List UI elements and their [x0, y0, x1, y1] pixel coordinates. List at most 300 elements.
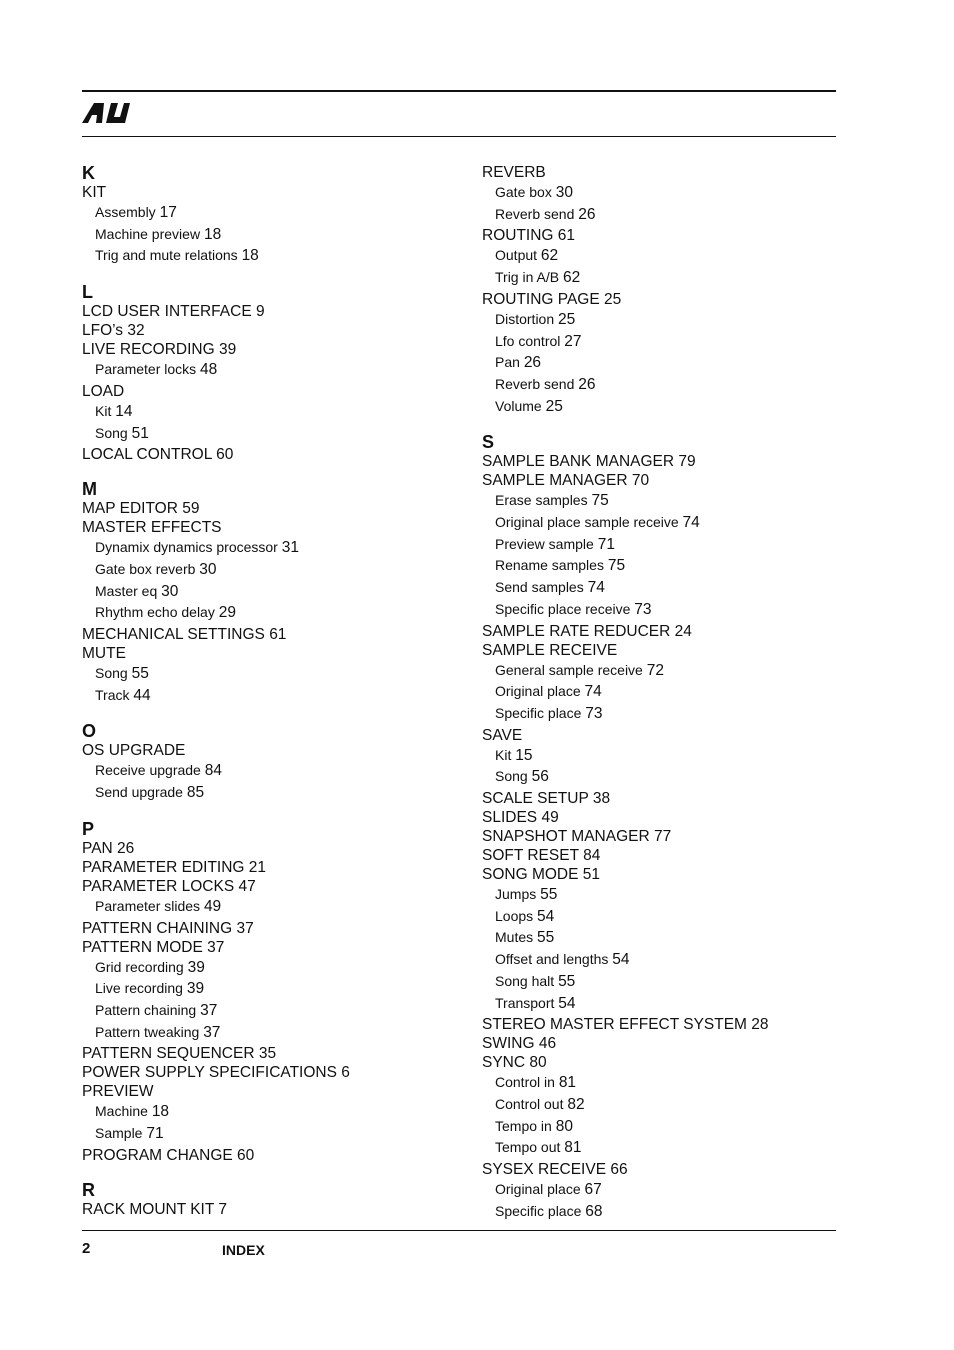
- page-number: 2: [82, 1240, 91, 1257]
- entry-page: 47: [238, 877, 256, 895]
- entry-page: 28: [751, 1016, 769, 1034]
- index-subentry: [482, 745, 842, 767]
- index-entry: [482, 1053, 842, 1072]
- entry-label: SOFT RESET: [482, 847, 579, 865]
- subentry-list: [482, 1072, 842, 1159]
- entry-label: MECHANICAL SETTINGS: [82, 626, 265, 644]
- entry-page: 66: [610, 1161, 628, 1179]
- entry-page: 60: [216, 446, 234, 464]
- subentry-page: 30: [199, 560, 217, 578]
- index-subentry: [482, 660, 842, 682]
- entry-label: MASTER EFFECTS: [82, 519, 222, 537]
- entry-label: SWING: [482, 1035, 535, 1053]
- subentry-label: Specific place receive: [495, 600, 631, 617]
- index-entry: [82, 839, 462, 858]
- index-section: [82, 1180, 462, 1219]
- index-section: [82, 819, 462, 1165]
- entry-label: SAMPLE RECEIVE: [482, 641, 618, 659]
- brand-logo-icon: [82, 103, 130, 123]
- index-entry: [82, 340, 462, 359]
- subentry-label: Trig and mute relations: [95, 247, 238, 264]
- subentry-label: Song: [95, 665, 128, 682]
- entry-label: PATTERN CHAINING: [82, 919, 233, 937]
- subentry-page: 39: [187, 958, 205, 976]
- subentry-page: 27: [564, 332, 582, 350]
- entry-label: PAN: [82, 839, 113, 857]
- subentry-label: Pattern chaining: [95, 1001, 197, 1018]
- subentry-page: 37: [200, 1001, 218, 1019]
- index-entry: [482, 641, 842, 660]
- entry-page: 37: [236, 919, 254, 937]
- index-subentry: [82, 202, 462, 224]
- subentry-label: Mutes: [495, 929, 534, 946]
- index-entry: [482, 226, 842, 245]
- index-subentry: [82, 1123, 462, 1145]
- subentry-list: [82, 202, 462, 267]
- subentry-page: 81: [564, 1139, 582, 1157]
- index-letter: L: [82, 282, 93, 303]
- subentry-label: General sample receive: [495, 661, 643, 678]
- index-entry: [82, 1082, 462, 1101]
- entry-label: SAMPLE BANK MANAGER: [482, 453, 675, 471]
- index-subentry: [482, 681, 842, 703]
- index-section: [482, 432, 842, 1222]
- subentry-list: [482, 182, 842, 225]
- index-subentry: [82, 760, 462, 782]
- subentry-label: Song: [95, 424, 128, 441]
- subentry-label: Transport: [495, 994, 555, 1011]
- entry-label: REVERB: [482, 164, 546, 181]
- entry-label: SNAPSHOT MANAGER: [482, 828, 650, 846]
- entry-label: MAP EDITOR: [82, 500, 178, 518]
- subentry-page: 84: [204, 762, 222, 780]
- subentry-label: Machine: [95, 1103, 148, 1120]
- subentry-list: [82, 896, 462, 918]
- entry-page: 70: [631, 472, 650, 490]
- subentry-list: [482, 490, 842, 620]
- index-entry: [482, 789, 842, 808]
- index-subentry: [482, 245, 842, 267]
- index-subentry: [482, 949, 842, 971]
- subentry-page: 18: [151, 1103, 170, 1121]
- index-subentry: [482, 703, 842, 725]
- footer-rule: [82, 1230, 836, 1231]
- subentry-page: 25: [558, 310, 576, 328]
- index-subentry: [82, 359, 462, 381]
- entry-label: RACK MOUNT KIT: [82, 1200, 215, 1218]
- entry-label: PARAMETER EDITING: [82, 858, 245, 876]
- entry-page: 77: [653, 828, 672, 846]
- entry-label: STEREO MASTER EFFECT SYSTEM: [482, 1016, 747, 1034]
- entry-page: 21: [248, 858, 267, 876]
- subentry-page: 54: [537, 907, 555, 925]
- subentry-label: Gate box: [495, 184, 552, 200]
- subentry-label: Loops: [495, 907, 534, 924]
- index-entry: [82, 1146, 462, 1165]
- subentry-label: Song halt: [495, 972, 555, 989]
- index-subentry: [482, 534, 842, 556]
- index-subentry: [82, 1000, 462, 1022]
- subentry-page: 71: [597, 535, 615, 553]
- index-entry: [82, 1200, 462, 1219]
- index-subentry: [482, 331, 842, 353]
- subentry-list: [82, 1101, 462, 1144]
- index-letter: S: [482, 432, 495, 453]
- entry-page: 49: [541, 809, 559, 827]
- index-subentry: [482, 512, 842, 534]
- subentry-page: 81: [558, 1074, 577, 1092]
- subentry-page: 44: [133, 686, 151, 704]
- subentry-label: Parameter locks: [95, 361, 197, 378]
- subentry-list: [482, 1179, 842, 1222]
- entry-page: 37: [207, 938, 225, 956]
- entry-label: SAMPLE MANAGER: [482, 472, 628, 490]
- subentry-page: 74: [587, 579, 605, 597]
- index-subentry: [82, 401, 462, 423]
- subentry-page: 72: [646, 661, 664, 679]
- subentry-label: Volume: [495, 397, 542, 414]
- index-entry: [482, 290, 842, 309]
- index-subentry: [82, 1022, 462, 1044]
- index-subentry: [482, 1137, 842, 1159]
- index-entry: [82, 1063, 462, 1082]
- entry-label: LOCAL CONTROL: [82, 446, 212, 464]
- entry-page: 39: [218, 341, 237, 359]
- subentry-page: 55: [540, 886, 558, 904]
- subentry-page: 54: [612, 951, 630, 969]
- entry-page: 7: [218, 1200, 227, 1218]
- subentry-label: Assembly: [95, 204, 156, 220]
- subentry-page: 26: [523, 354, 542, 372]
- index-subentry: [482, 352, 842, 374]
- index-entry: [482, 865, 842, 884]
- subentry-label: Pan: [495, 354, 520, 371]
- index-entry: [482, 1160, 842, 1179]
- subentry-label: Reverb send: [495, 205, 575, 222]
- index-column-left: [82, 163, 462, 1234]
- index-subentry: [482, 599, 842, 621]
- subentry-label: Original place: [495, 683, 581, 700]
- subentry-page: 49: [203, 897, 222, 915]
- index-subentry: [82, 245, 462, 267]
- index-subentry: [482, 1201, 842, 1223]
- index-entry: [82, 938, 462, 957]
- subentry-label: Tempo out: [495, 1139, 561, 1156]
- subentry-page: 26: [578, 375, 596, 393]
- entry-label: SCALE SETUP: [482, 790, 589, 808]
- index-letter: K: [82, 163, 95, 183]
- entry-label: SAVE: [482, 726, 523, 744]
- subentry-page: 80: [555, 1117, 573, 1135]
- subentry-label: Grid recording: [95, 958, 184, 975]
- subentry-label: Send upgrade: [95, 784, 183, 801]
- entry-page: 25: [604, 290, 622, 308]
- subentry-label: Preview sample: [495, 535, 594, 552]
- subentry-list: [82, 401, 462, 444]
- index-subentry: [482, 182, 842, 204]
- subentry-label: Live recording: [95, 980, 183, 997]
- index-section: [82, 163, 462, 267]
- index-entry: [82, 919, 462, 938]
- subentry-label: Output: [495, 247, 538, 264]
- entry-label: LIVE RECORDING: [82, 341, 215, 359]
- index-column-right: [482, 163, 842, 1238]
- subentry-label: Erase samples: [495, 492, 588, 509]
- subentry-page: 55: [558, 972, 576, 990]
- index-entry: [82, 445, 462, 464]
- index-subentry: [82, 602, 462, 624]
- index-entry: [482, 163, 842, 182]
- subentry-page: 73: [634, 600, 652, 618]
- subentry-list: [482, 245, 842, 288]
- index-subentry: [482, 309, 842, 331]
- entry-label: PARAMETER LOCKS: [82, 877, 235, 895]
- entry-label: ROUTING PAGE: [482, 290, 600, 308]
- subentry-page: 71: [146, 1125, 164, 1143]
- section-title: INDEX: [222, 1242, 265, 1258]
- subentry-page: 55: [131, 665, 149, 683]
- entry-page: 59: [182, 500, 200, 518]
- index-entry: [482, 1034, 842, 1053]
- index-subentry: [82, 957, 462, 979]
- subentry-page: 18: [203, 225, 222, 243]
- subentry-label: Kit: [495, 746, 512, 763]
- subentry-label: Kit: [95, 402, 112, 419]
- entry-label: PATTERN SEQUENCER: [82, 1045, 255, 1063]
- entry-page: 61: [269, 626, 287, 644]
- subentry-page: 39: [186, 980, 205, 998]
- entry-page: 79: [678, 453, 696, 471]
- subentry-page: 73: [585, 704, 603, 722]
- subentry-page: 85: [186, 784, 205, 802]
- subentry-label: Specific place: [495, 704, 582, 721]
- entry-label: LFO’s: [82, 322, 124, 340]
- index-entry: [482, 471, 842, 490]
- index-subentry: [482, 884, 842, 906]
- index-entry: [482, 827, 842, 846]
- index-entry: [82, 382, 462, 401]
- entry-page: 80: [529, 1054, 547, 1072]
- index-entry: [82, 741, 462, 760]
- subentry-label: Pattern tweaking: [95, 1023, 200, 1040]
- index-entry: [82, 518, 462, 537]
- index-letter: R: [82, 1179, 95, 1200]
- subentry-page: 37: [203, 1023, 221, 1041]
- index-entry: [482, 1015, 842, 1034]
- index-letter: O: [82, 721, 97, 742]
- index-subentry: [82, 978, 462, 1000]
- index-subentry: [482, 1179, 842, 1201]
- entry-label: LCD USER INTERFACE: [82, 303, 252, 321]
- subentry-label: Tempo in: [495, 1117, 552, 1134]
- index-entry: [482, 846, 842, 865]
- index-subentry: [82, 1101, 462, 1123]
- subentry-list: [82, 359, 462, 381]
- subentry-list: [82, 760, 462, 803]
- subentry-page: 74: [682, 514, 700, 532]
- subentry-label: Gate box reverb: [95, 560, 196, 577]
- entry-label: POWER SUPPLY SPECIFICATIONS: [82, 1064, 337, 1082]
- entry-page: 61: [557, 227, 576, 245]
- subentry-list: [482, 309, 842, 418]
- entry-label: PATTERN MODE: [82, 938, 203, 956]
- subentry-label: Machine preview: [95, 225, 201, 242]
- subentry-label: Reverb send: [495, 375, 575, 392]
- subentry-page: 30: [161, 582, 179, 600]
- index-subentry: [82, 581, 462, 603]
- subentry-page: 75: [591, 492, 609, 510]
- subentry-page: 54: [558, 994, 576, 1012]
- subentry-page: 14: [115, 402, 133, 420]
- index-entry: [82, 625, 462, 644]
- index-subentry: [482, 267, 842, 289]
- subentry-label: Rename samples: [495, 557, 604, 574]
- entry-page: 6: [341, 1064, 350, 1082]
- index-subentry: [482, 1094, 842, 1116]
- subentry-page: 31: [281, 539, 299, 557]
- header-rule-top: [82, 90, 836, 92]
- index-subentry: [482, 993, 842, 1015]
- subentry-list: [482, 884, 842, 1014]
- entry-page: 32: [127, 322, 145, 340]
- index-entry: [482, 452, 842, 471]
- subentry-page: 17: [159, 204, 177, 221]
- entry-label: SAMPLE RATE REDUCER: [482, 622, 671, 640]
- entry-label: PREVIEW: [82, 1083, 154, 1101]
- index-subentry: [482, 766, 842, 788]
- index-entry: [82, 183, 462, 202]
- subentry-label: Song: [495, 768, 528, 785]
- index-entry: [82, 321, 462, 340]
- subentry-label: Control out: [495, 1095, 564, 1112]
- subentry-page: 48: [200, 361, 218, 379]
- entry-page: 46: [538, 1035, 557, 1053]
- index-entry: [82, 858, 462, 877]
- subentry-page: 26: [578, 205, 596, 223]
- index-subentry: [82, 896, 462, 918]
- index-entry: [82, 644, 462, 663]
- subentry-page: 68: [585, 1202, 603, 1220]
- entry-label: ROUTING: [482, 227, 554, 245]
- subentry-label: Rhythm echo delay: [95, 604, 215, 621]
- index-subentry: [482, 490, 842, 512]
- index-subentry: [82, 559, 462, 581]
- entry-label: KIT: [82, 184, 107, 201]
- index-subentry: [82, 663, 462, 685]
- subentry-label: Dynamix dynamics processor: [95, 539, 278, 556]
- entry-label: SLIDES: [482, 809, 538, 827]
- entry-label: LOAD: [82, 382, 125, 400]
- subentry-page: 18: [241, 247, 259, 265]
- index-subentry: [82, 423, 462, 445]
- index-entry: [82, 499, 462, 518]
- index-subentry: [482, 927, 842, 949]
- subentry-label: Receive upgrade: [95, 762, 201, 779]
- index-entry: [82, 877, 462, 896]
- index-subentry: [82, 685, 462, 707]
- entry-label: SONG MODE: [482, 866, 579, 884]
- index-entry: [82, 1044, 462, 1063]
- subentry-list: [482, 660, 842, 725]
- subentry-label: Track: [95, 686, 130, 703]
- subentry-label: Original place sample receive: [495, 514, 679, 531]
- subentry-label: Original place: [495, 1181, 581, 1198]
- entry-page: 24: [674, 622, 692, 640]
- index-entry: [482, 808, 842, 827]
- entry-page: 26: [117, 839, 135, 857]
- subentry-list: [82, 537, 462, 624]
- entry-page: 84: [583, 847, 601, 865]
- entry-page: 35: [258, 1045, 277, 1063]
- index-subentry: [82, 782, 462, 804]
- subentry-page: 51: [131, 424, 149, 442]
- index-subentry: [482, 555, 842, 577]
- entry-page: 60: [237, 1146, 255, 1164]
- subentry-label: Send samples: [495, 579, 584, 596]
- entry-page: 38: [592, 790, 611, 808]
- subentry-label: Offset and lengths: [495, 951, 609, 968]
- subentry-page: 62: [540, 247, 559, 265]
- index-subentry: [482, 204, 842, 226]
- subentry-label: Master eq: [95, 582, 158, 599]
- index-entry: [482, 622, 842, 641]
- index-entry: [82, 302, 462, 321]
- subentry-label: Control in: [495, 1074, 555, 1091]
- subentry-page: 74: [584, 683, 602, 701]
- index-entry: [482, 726, 842, 745]
- subentry-label: Trig in A/B: [495, 269, 560, 286]
- subentry-label: Parameter slides: [95, 897, 201, 914]
- subentry-label: Specific place: [495, 1202, 582, 1219]
- entry-label: MUTE: [82, 645, 126, 663]
- entry-label: PROGRAM CHANGE: [82, 1146, 233, 1164]
- subentry-label: Lfo control: [495, 332, 561, 349]
- index-subentry: [482, 577, 842, 599]
- header-rule-bottom: [82, 136, 836, 137]
- index-subentry: [482, 906, 842, 928]
- index-subentry: [482, 374, 842, 396]
- subentry-list: [82, 663, 462, 706]
- subentry-list: [482, 745, 842, 788]
- index-subentry: [482, 971, 842, 993]
- index-section: [82, 282, 462, 464]
- subentry-page: 82: [567, 1095, 585, 1113]
- subentry-page: 55: [537, 929, 555, 947]
- subentry-page: 29: [218, 604, 236, 622]
- subentry-page: 56: [531, 768, 549, 786]
- subentry-page: 62: [562, 269, 581, 287]
- subentry-page: 67: [584, 1181, 602, 1199]
- index-subentry: [482, 396, 842, 418]
- entry-page: 51: [582, 866, 601, 884]
- index-subentry: [82, 224, 462, 246]
- entry-label: SYSEX RECEIVE: [482, 1161, 607, 1179]
- subentry-label: Distortion: [495, 310, 555, 327]
- entry-label: SYNC: [482, 1054, 526, 1072]
- subentry-label: Sample: [95, 1125, 143, 1142]
- subentry-page: 30: [555, 184, 573, 201]
- index-letter: M: [82, 479, 97, 500]
- index-subentry: [482, 1116, 842, 1138]
- index-subentry: [482, 1072, 842, 1094]
- entry-page: 9: [255, 303, 265, 321]
- index-section: [82, 479, 462, 706]
- index-subentry: [82, 537, 462, 559]
- subentry-page: 15: [515, 746, 533, 764]
- subentry-list: [82, 957, 462, 1044]
- index-section: [82, 721, 462, 803]
- subentry-page: 25: [545, 397, 563, 415]
